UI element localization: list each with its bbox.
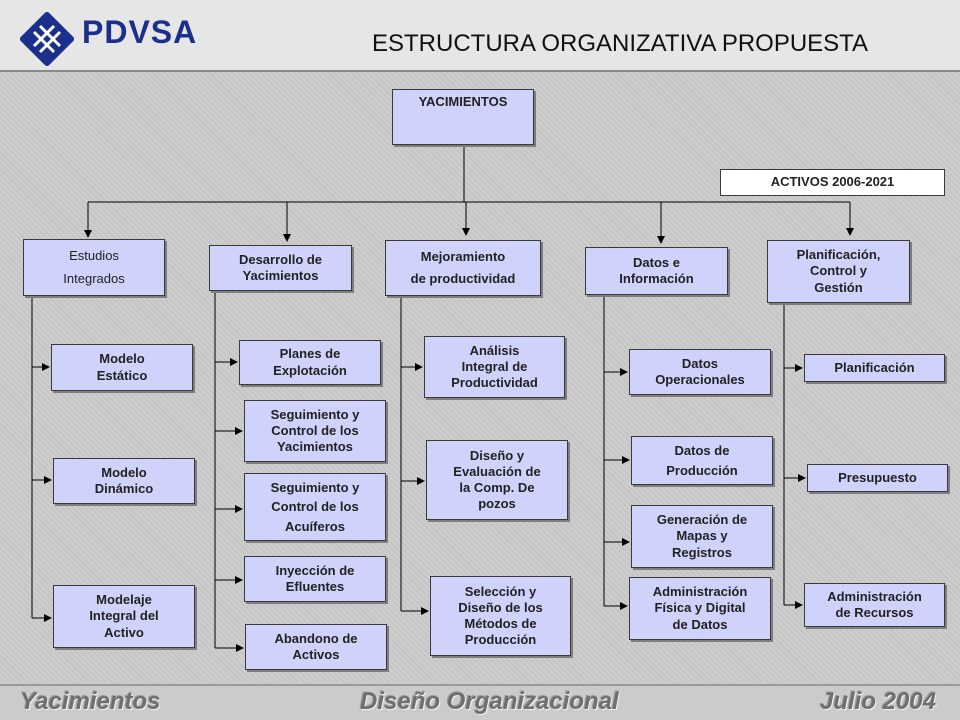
child-node: Análisis Integral de Productividad xyxy=(424,336,565,398)
child-node: Datos de Producción xyxy=(631,436,773,485)
footer-left: Yacimientos xyxy=(20,688,161,715)
child-node: Diseño y Evaluación de la Comp. De pozos xyxy=(426,440,568,520)
child-node: Administración de Recursos xyxy=(804,583,945,627)
child-node: Seguimiento y Control de los Acuíferos xyxy=(244,473,386,541)
page-title: ESTRUCTURA ORGANIZATIVA PROPUESTA xyxy=(372,30,869,57)
footer-right: Julio 2004 xyxy=(820,688,937,715)
child-node: Presupuesto xyxy=(807,464,948,492)
child-node: Planes de Explotación xyxy=(239,340,381,385)
child-node: Administración Física y Digital de Datos xyxy=(629,577,771,640)
child-node: Modelo Dinámico xyxy=(53,458,195,504)
child-node: Planificación xyxy=(804,354,945,382)
dept-mejoramiento-productividad: Mejoramiento de productividad xyxy=(385,240,541,296)
child-node: Generación de Mapas y Registros xyxy=(631,505,773,568)
dept-desarrollo-yacimientos: Desarrollo de Yacimientos xyxy=(209,245,352,291)
child-node: Seguimiento y Control de los Yacimientos xyxy=(244,400,386,462)
pdvsa-logo-icon xyxy=(20,12,74,66)
child-node: Inyección de Efluentes xyxy=(244,556,386,602)
logo-text: PDVSA xyxy=(82,14,198,50)
child-node: Selección y Diseño de los Métodos de Producción xyxy=(430,576,571,656)
period-label: ACTIVOS 2006-2021 xyxy=(720,169,945,196)
child-node: Abandono de Activos xyxy=(245,624,387,670)
child-node: Datos Operacionales xyxy=(629,349,771,395)
footer-divider xyxy=(0,684,960,686)
dept-estudios-integrados: Estudios Integrados xyxy=(23,239,165,296)
dept-datos-informacion: Datos e Información xyxy=(585,247,728,295)
footer-center: Diseño Organizacional xyxy=(360,688,619,715)
child-node: Modelaje Integral del Activo xyxy=(53,585,195,648)
child-node: Modelo Estático xyxy=(51,344,193,391)
root-node: YACIMIENTOS xyxy=(392,89,534,145)
dept-planificacion-control: Planificación, Control y Gestión xyxy=(767,240,910,303)
